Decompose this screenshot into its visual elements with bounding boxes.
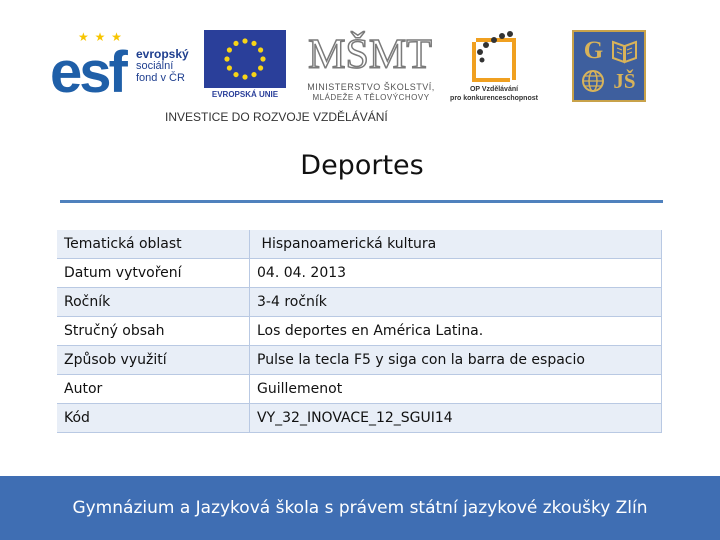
eu-star-icon xyxy=(251,72,256,77)
gjs-logo xyxy=(572,30,646,102)
msmt-line1: MINISTERSTVO ŠKOLSTVÍ, xyxy=(307,82,435,92)
row-label: Datum vytvoření xyxy=(57,259,250,288)
row-value: Pulse la tecla F5 y siga con la barra de espacio xyxy=(250,346,662,375)
footer-school-name: Gymnázium a Jazyková škola s právem státní jazykové zkoušky Zlín xyxy=(0,476,720,540)
eu-star-icon xyxy=(242,74,247,79)
book-icon xyxy=(609,36,640,66)
info-table xyxy=(57,230,662,433)
esf-logo xyxy=(50,30,196,105)
eu-star-icon xyxy=(258,47,263,52)
eu-star-icon xyxy=(227,47,232,52)
gjs-letter-s: Š xyxy=(623,69,636,93)
row-label: Autor xyxy=(57,375,250,404)
row-value: Guillemenot xyxy=(250,375,662,404)
row-label: Způsob využití xyxy=(57,346,250,375)
msmt-line2: MLÁDEŽE A TĚLOVÝCHOVY xyxy=(312,93,430,102)
gjs-globe-icon xyxy=(578,66,609,96)
esf-text xyxy=(136,48,189,84)
esf-line: fond v ČR xyxy=(136,72,185,84)
row-value: VY_32_INOVACE_12_SGUI14 xyxy=(250,404,662,433)
eu-flag-icon xyxy=(204,30,286,88)
esf-line: sociální xyxy=(136,60,174,72)
gjs-book-icon xyxy=(609,36,640,66)
eu-star-icon xyxy=(224,56,229,61)
table-row xyxy=(57,404,662,433)
esf-letters: esf xyxy=(50,40,125,105)
row-label: Kód xyxy=(57,404,250,433)
row-label: Stručný obsah xyxy=(57,317,250,346)
info-table-body xyxy=(57,230,662,433)
esf-stars-icon: ★ ★ ★ xyxy=(78,30,123,44)
op-logo xyxy=(444,30,544,104)
eu-star-icon xyxy=(233,72,238,77)
op-line2: pro konkurenceschopnost xyxy=(450,95,538,102)
title-divider xyxy=(60,200,663,203)
row-value: Hispanoamerická kultura xyxy=(250,230,662,259)
globe-icon xyxy=(578,66,609,96)
eu-star-icon xyxy=(233,41,238,46)
eu-star-icon xyxy=(242,38,247,43)
gjs-letter-g: G xyxy=(583,37,604,64)
page-title: Deportes xyxy=(300,150,424,181)
msmt-logo xyxy=(300,26,442,102)
table-row xyxy=(57,259,662,288)
eu-star-icon xyxy=(258,65,263,70)
table-row xyxy=(57,317,662,346)
row-value: 3-4 ročník xyxy=(250,288,662,317)
op-mark-icon xyxy=(444,30,544,84)
msmt-mark: MŠMT xyxy=(308,32,432,78)
gjs-letter-j: J xyxy=(613,69,624,93)
eu-star-icon xyxy=(227,65,232,70)
table-row xyxy=(57,288,662,317)
row-value: 04. 04. 2013 xyxy=(250,259,662,288)
op-text xyxy=(444,85,544,103)
gjs-letters-js xyxy=(609,66,640,96)
row-label: Ročník xyxy=(57,288,250,317)
gjs-grid xyxy=(578,36,640,96)
esf-line: evropský xyxy=(136,47,189,61)
eu-label: EVROPSKÁ UNIE xyxy=(211,90,279,99)
row-label: Tematická oblast xyxy=(57,230,250,259)
msmt-mark-icon xyxy=(308,26,432,80)
op-line1: OP Vzdělávání xyxy=(469,86,519,93)
logo-banner xyxy=(0,0,720,135)
row-value: Los deportes en América Latina. xyxy=(250,317,662,346)
table-row xyxy=(57,346,662,375)
eu-logo xyxy=(202,30,288,102)
investice-tagline: INVESTICE DO ROZVOJE VZDĚLÁVÁNÍ xyxy=(165,110,388,124)
table-row xyxy=(57,230,662,259)
eu-star-icon xyxy=(260,56,265,61)
eu-star-icon xyxy=(251,41,256,46)
table-row xyxy=(57,375,662,404)
